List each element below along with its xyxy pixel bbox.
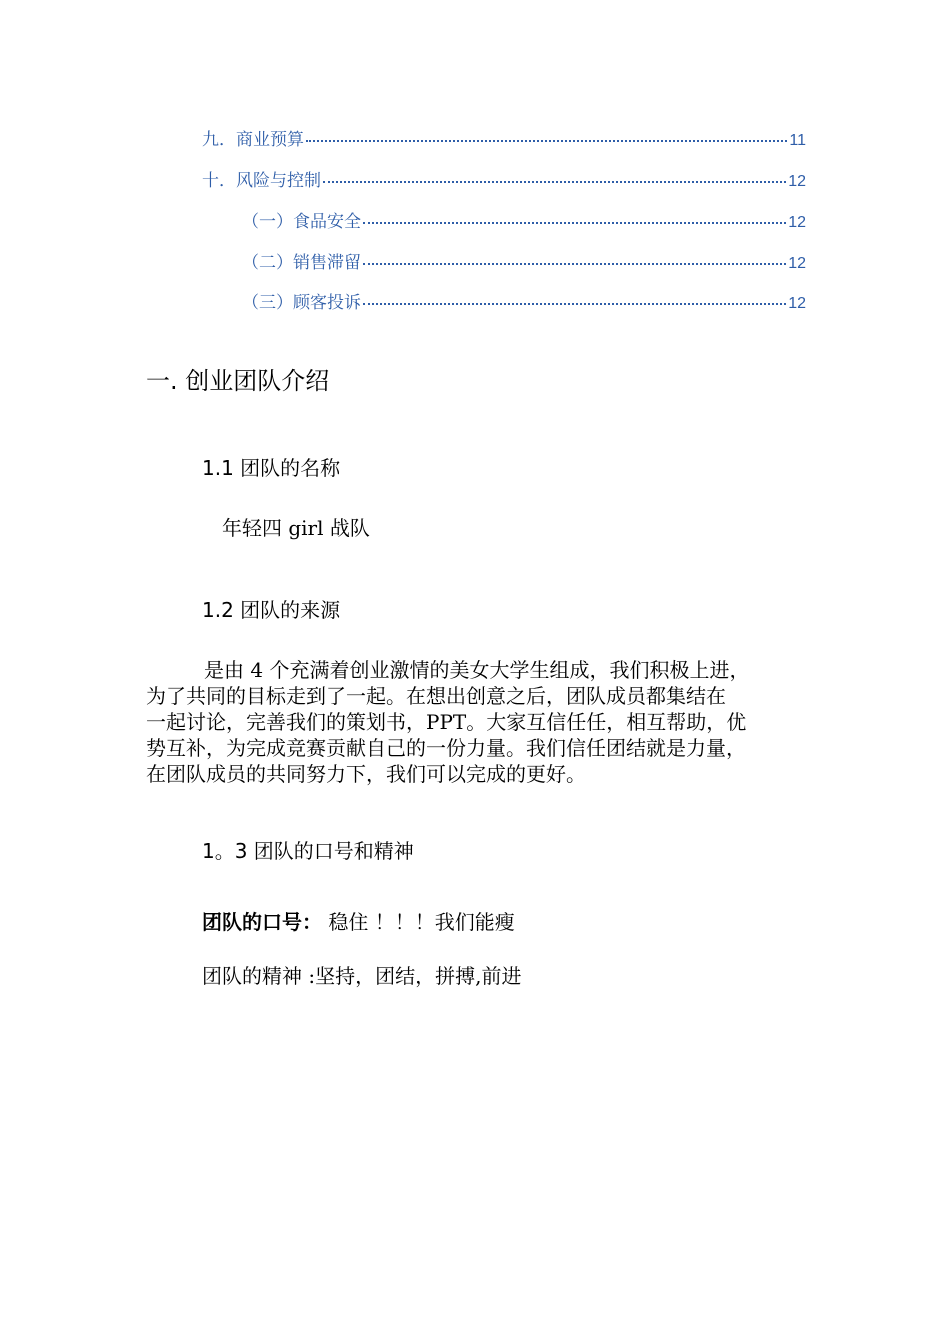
toc-entry-sales-stagnation[interactable] <box>242 248 806 273</box>
toc-page-number: 12 <box>788 255 806 272</box>
paragraph-line: 势互补，为完成竞赛贡献自己的一份力量。我们信任团结就是力量， <box>146 736 746 760</box>
subsection-heading-slogan-spirit: 1。3 团队的口号和精神 <box>202 839 414 863</box>
toc-entry-label: 十．风险与控制 <box>202 171 321 191</box>
subsection-heading-team-origin: 1.2 团队的来源 <box>202 598 341 622</box>
toc-leader-dots <box>363 261 786 265</box>
slogan-text: 稳住 ！！！我们能瘦 <box>322 910 515 934</box>
toc-entry-food-safety[interactable] <box>242 207 806 232</box>
toc-page-number: 12 <box>788 173 806 190</box>
section-heading-team-intro: 一. 创业团队介绍 <box>146 367 330 395</box>
slogan-label: 团队的口号： <box>202 910 322 934</box>
toc-entry-label: （三）顾客投诉 <box>242 293 361 313</box>
toc-entry-business-budget[interactable] <box>202 125 806 150</box>
team-name-text: 年轻四 girl 战队 <box>222 516 370 540</box>
toc-entry-label: （一）食品安全 <box>242 212 361 232</box>
paragraph-line: 在团队成员的共同努力下，我们可以完成的更好。 <box>146 762 586 786</box>
toc-entry-customer-complaints[interactable] <box>242 288 806 313</box>
toc-page-number: 11 <box>789 132 806 149</box>
toc-page-number: 12 <box>788 295 806 312</box>
toc-entry-risk-control[interactable] <box>202 166 806 191</box>
toc-entry-label: 九．商业预算 <box>202 130 304 150</box>
toc-leader-dots <box>323 179 786 183</box>
team-origin-paragraph <box>146 657 806 787</box>
toc-leader-dots <box>306 138 787 142</box>
team-slogan-line <box>202 909 515 935</box>
paragraph-line: 为了共同的目标走到了一起。在想出创意之后，团队成员都集结在 <box>146 684 726 708</box>
subsection-heading-team-name: 1.1 团队的名称 <box>202 456 341 480</box>
toc-page-number: 12 <box>788 214 806 231</box>
team-spirit-line: 团队的精神 :坚持，团结，拼搏,前进 <box>202 964 522 988</box>
toc-leader-dots <box>363 301 786 305</box>
toc-entry-label: （二）销售滞留 <box>242 253 361 273</box>
toc-leader-dots <box>363 220 786 224</box>
paragraph-line: 一起讨论，完善我们的策划书，PPT。大家互信任任，相互帮助，优 <box>146 710 747 734</box>
paragraph-line: 是由 4 个充满着创业激情的美女大学生组成，我们积极上进， <box>204 658 750 682</box>
